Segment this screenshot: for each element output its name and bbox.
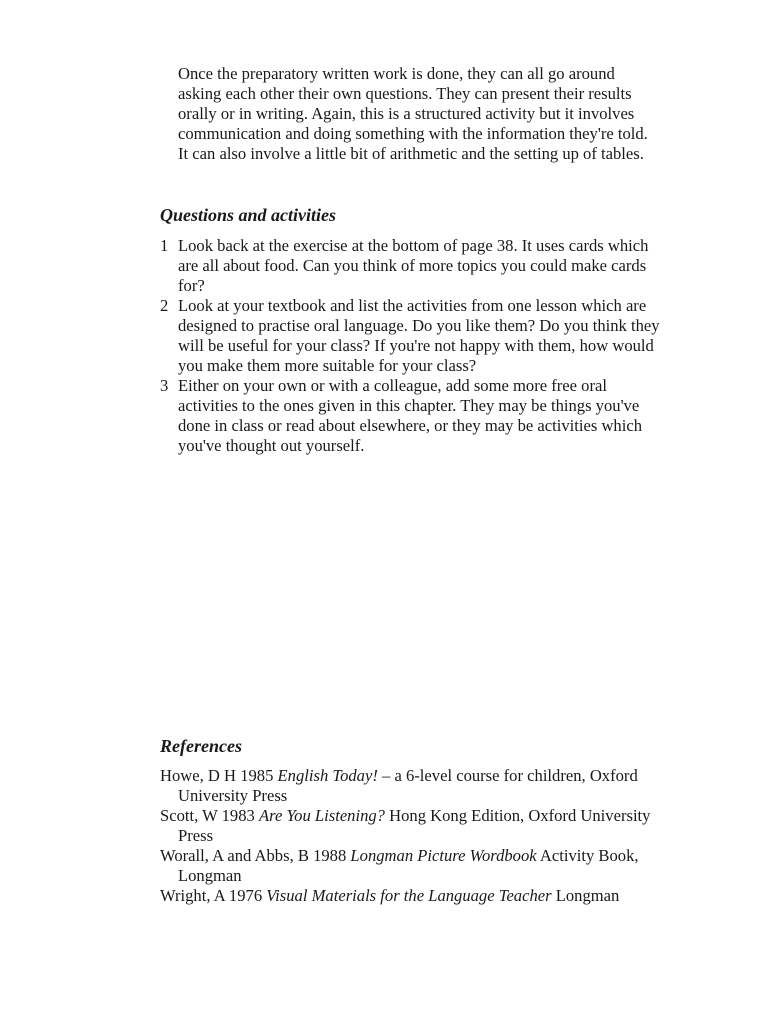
reference-details: Longman (551, 886, 620, 905)
reference-title: Visual Materials for the Language Teacher (266, 886, 552, 905)
question-number: 1 (160, 236, 169, 255)
reference-details: Hong Kong Edition, Oxford University Press (178, 806, 651, 845)
reference-title: Are You Listening? (258, 806, 385, 825)
question-text: Either on your own or with a colleague, add some more free oral activities to the ones given in this chapter. They may be things you've done in class or read about elsewhere, or they may be activities which you've thought out yourself. (178, 376, 643, 455)
reference-author: Worall, A and Abbs, B 1988 (160, 846, 351, 865)
references-list (160, 766, 660, 906)
question-item (160, 296, 660, 376)
reference-details: Activity Book, Longman (178, 846, 639, 885)
questions-heading: Questions and activities (160, 205, 337, 225)
question-number: 3 (160, 376, 169, 395)
reference-item (160, 886, 660, 906)
reference-item (160, 766, 660, 806)
references-heading: References (160, 736, 242, 756)
reference-title: Longman Picture Wordbook (350, 846, 537, 865)
question-text: Look at your textbook and list the activities from one lesson which are designed to practise oral language. Do you like them? Do you think they will be useful for your class? If you're not happy with them, how would you make them more suitable for your class? (178, 296, 660, 375)
reference-details: – a 6-level course for children, Oxford University Press (178, 766, 638, 805)
reference-item (160, 846, 660, 886)
intro-paragraph: Once the preparatory written work is done, they can all go around asking each other their own questions. They can present their results orally or in writing. Again, this is a structured activity but it involves communication and doing something with the information they're told. It can also involve a little bit of arithmetic and the setting up of tables. (178, 64, 648, 163)
reference-author: Howe, D H 1985 (160, 766, 278, 785)
question-item (160, 236, 660, 296)
question-item (160, 376, 660, 456)
reference-author: Scott, W 1983 (160, 806, 259, 825)
reference-author: Wright, A 1976 (160, 886, 267, 905)
question-number: 2 (160, 296, 169, 315)
question-text: Look back at the exercise at the bottom of page 38. It uses cards which are all about food. Can you think of more topics you could make cards for? (178, 236, 649, 295)
reference-title: English Today! (277, 766, 378, 785)
questions-list (160, 236, 660, 456)
reference-item (160, 806, 660, 846)
